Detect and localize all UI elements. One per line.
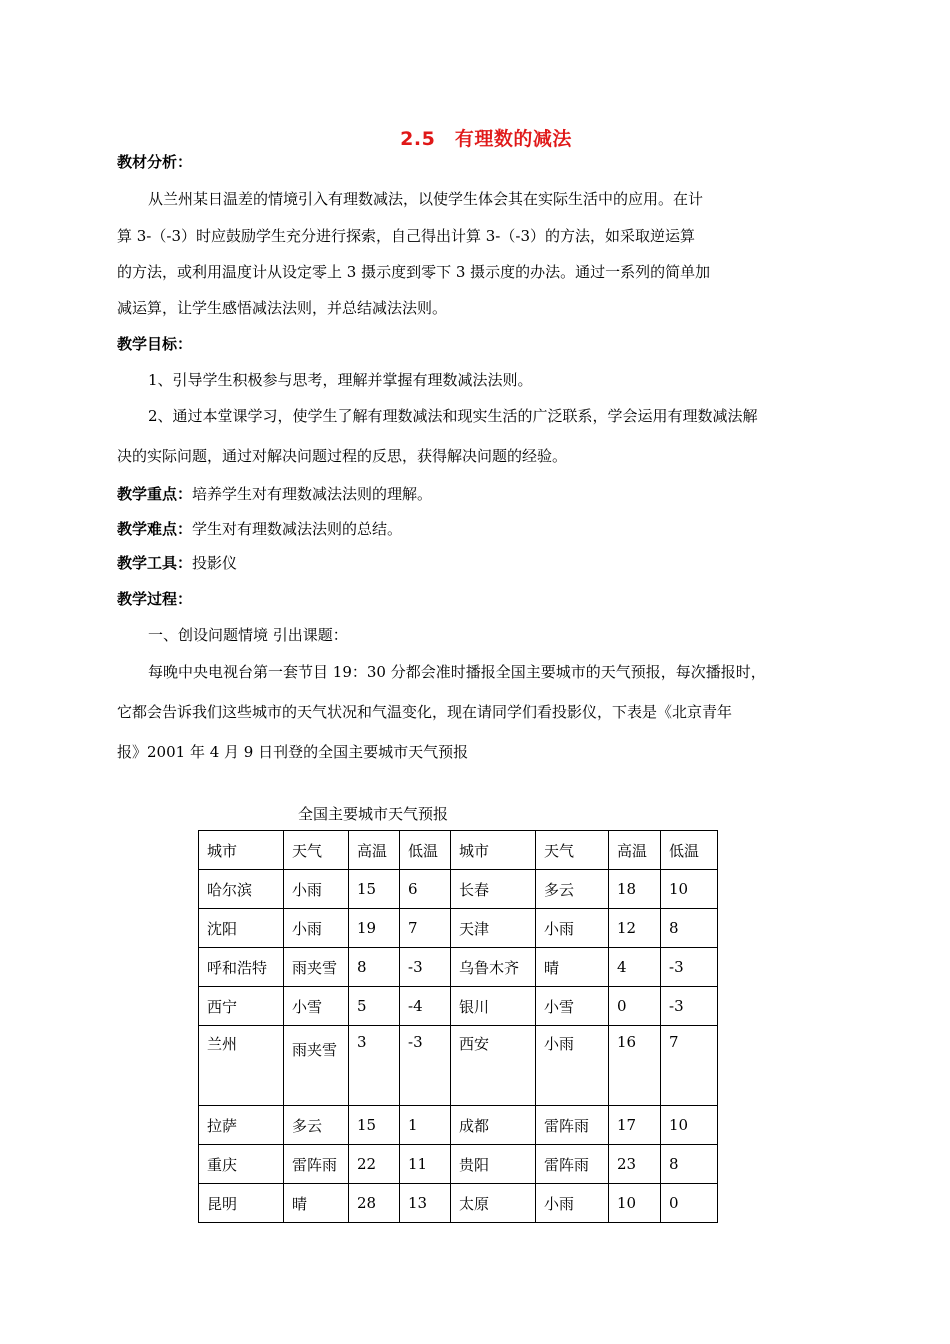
table-cell: 贵阳 (451, 1145, 536, 1184)
table-cell: 13 (400, 1184, 451, 1223)
table-cell: 西安 (451, 1026, 536, 1106)
table-cell: 银川 (451, 987, 536, 1026)
key-heading: 教学重点： (117, 485, 193, 503)
table-cell: 11 (400, 1145, 451, 1184)
table-cell: 晴 (536, 948, 609, 987)
table-row (199, 1106, 718, 1145)
table-cell: 小雪 (284, 987, 349, 1026)
table-cell: 天津 (451, 909, 536, 948)
table-cell: 10 (661, 1106, 718, 1145)
table-row (199, 870, 718, 909)
key-text: 培养学生对有理数减法法则的理解。 (192, 485, 433, 503)
table-cell: 小雨 (536, 909, 609, 948)
difficulty-text: 学生对有理数减法法则的总结。 (192, 520, 403, 538)
analysis-line-3: 的方法，或利用温度计从设定零上 3 摄示度到零下 3 摄示度的办法。通过一系列的简单加 (117, 263, 711, 281)
table-cell: -3 (661, 948, 718, 987)
table-cell: 多云 (284, 1106, 349, 1145)
table-cell: 拉萨 (199, 1106, 284, 1145)
page-title: 2.5 有理数的减法 (400, 128, 572, 150)
table-cell: 呼和浩特 (199, 948, 284, 987)
table-cell: 7 (661, 1026, 718, 1106)
table-cell: 15 (349, 1106, 400, 1145)
table-cell: 1 (400, 1106, 451, 1145)
table-cell: 28 (349, 1184, 400, 1223)
table-cell: 成都 (451, 1106, 536, 1145)
table-cell: 10 (609, 1184, 661, 1223)
goal-2-line-1: 2、通过本堂课学习，使学生了解有理数减法和现实生活的广泛联系，学会运用有理数减法解 (148, 407, 758, 425)
table-cell: 8 (661, 1145, 718, 1184)
table-cell: 晴 (284, 1184, 349, 1223)
process-heading: 教学过程： (117, 590, 193, 608)
table-cell: 雨夹雪 (284, 948, 349, 987)
difficulty-heading: 教学难点： (117, 520, 193, 538)
goal-2-line-2: 决的实际问题，通过对解决问题过程的反思，获得解决问题的经验。 (117, 447, 568, 465)
table-cell: 23 (609, 1145, 661, 1184)
table-row (199, 1184, 718, 1223)
header-cell: 城市 (451, 831, 536, 870)
table-cell: 0 (609, 987, 661, 1026)
process-line-2: 它都会告诉我们这些城市的天气状况和气温变化，现在请同学们看投影仪，下表是《北京青年 (117, 703, 733, 721)
process-line-1: 每晚中央电视台第一套节目 19：30 分都会准时播报全国主要城市的天气预报，每次播报时， (148, 663, 766, 681)
header-cell: 天气 (284, 831, 349, 870)
table-cell: 昆明 (199, 1184, 284, 1223)
table-cell: 12 (609, 909, 661, 948)
header-cell: 天气 (536, 831, 609, 870)
analysis-line-4: 减运算，让学生感悟减法法则，并总结减法法则。 (117, 299, 448, 317)
table-cell: 8 (661, 909, 718, 948)
table-cell: 雷阵雨 (536, 1106, 609, 1145)
table-cell: 22 (349, 1145, 400, 1184)
difficulty-point (117, 519, 402, 539)
table-cell: 0 (661, 1184, 718, 1223)
table-cell: 太原 (451, 1184, 536, 1223)
goal-1: 1、引导学生积极参与思考，理解并掌握有理数减法法则。 (148, 371, 533, 389)
table-row (199, 987, 718, 1026)
table-cell: 17 (609, 1106, 661, 1145)
table-cell: 6 (400, 870, 451, 909)
table-cell: 18 (609, 870, 661, 909)
table-cell: 19 (349, 909, 400, 948)
weather-sleet-text: 雨夹雪 (292, 1041, 338, 1059)
analysis-heading: 教材分析： (117, 153, 193, 171)
tools-text: 投影仪 (192, 554, 238, 572)
header-cell: 低温 (400, 831, 451, 870)
analysis-line-1: 从兰州某日温差的情境引入有理数减法，以使学生体会其在实际生活中的应用。在计 (148, 190, 704, 208)
table-cell: 3 (349, 1026, 400, 1106)
table-cell: 10 (661, 870, 718, 909)
table-cell: 8 (349, 948, 400, 987)
table-cell: 雷阵雨 (536, 1145, 609, 1184)
table-row (199, 1026, 718, 1106)
table-cell: 小雨 (284, 909, 349, 948)
table-cell: 小雪 (536, 987, 609, 1026)
goals-heading: 教学目标： (117, 335, 193, 353)
table-cell: 4 (609, 948, 661, 987)
table-cell: 16 (609, 1026, 661, 1106)
table-cell (284, 1026, 349, 1106)
table-caption: 全国主要城市天气预报 (298, 805, 449, 823)
table-cell: 7 (400, 909, 451, 948)
table-cell: -3 (661, 987, 718, 1026)
table-cell: 小雨 (536, 1184, 609, 1223)
analysis-line-2: 算 3-（-3）时应鼓励学生充分进行探索，自己得出计算 3-（-3）的方法，如采取逆运算 (117, 227, 695, 245)
table-row (199, 948, 718, 987)
weather-table (198, 830, 718, 1223)
process-subheading: 一、创设问题情境 引出课题： (148, 626, 348, 644)
table-cell: 沈阳 (199, 909, 284, 948)
table-cell: -4 (400, 987, 451, 1026)
header-cell: 低温 (661, 831, 718, 870)
table-header-row (199, 831, 718, 870)
tools-heading: 教学工具： (117, 554, 193, 572)
process-line-3: 报》2001 年 4 月 9 日刊登的全国主要城市天气预报 (117, 743, 469, 761)
header-cell: 高温 (349, 831, 400, 870)
tools-point (117, 553, 237, 573)
key-point (117, 484, 432, 504)
table-cell: 多云 (536, 870, 609, 909)
table-cell: 小雨 (536, 1026, 609, 1106)
header-cell: 高温 (609, 831, 661, 870)
table-cell: 哈尔滨 (199, 870, 284, 909)
table-cell: 乌鲁木齐 (451, 948, 536, 987)
header-cell: 城市 (199, 831, 284, 870)
table-cell: 15 (349, 870, 400, 909)
table-cell: 雷阵雨 (284, 1145, 349, 1184)
table-cell: -3 (400, 1026, 451, 1106)
table-cell: 小雨 (284, 870, 349, 909)
table-cell: 兰州 (199, 1026, 284, 1106)
table-cell: 重庆 (199, 1145, 284, 1184)
table-cell: 西宁 (199, 987, 284, 1026)
table-cell: -3 (400, 948, 451, 987)
table-row (199, 1145, 718, 1184)
table-row (199, 909, 718, 948)
table-cell: 长春 (451, 870, 536, 909)
table-cell: 5 (349, 987, 400, 1026)
